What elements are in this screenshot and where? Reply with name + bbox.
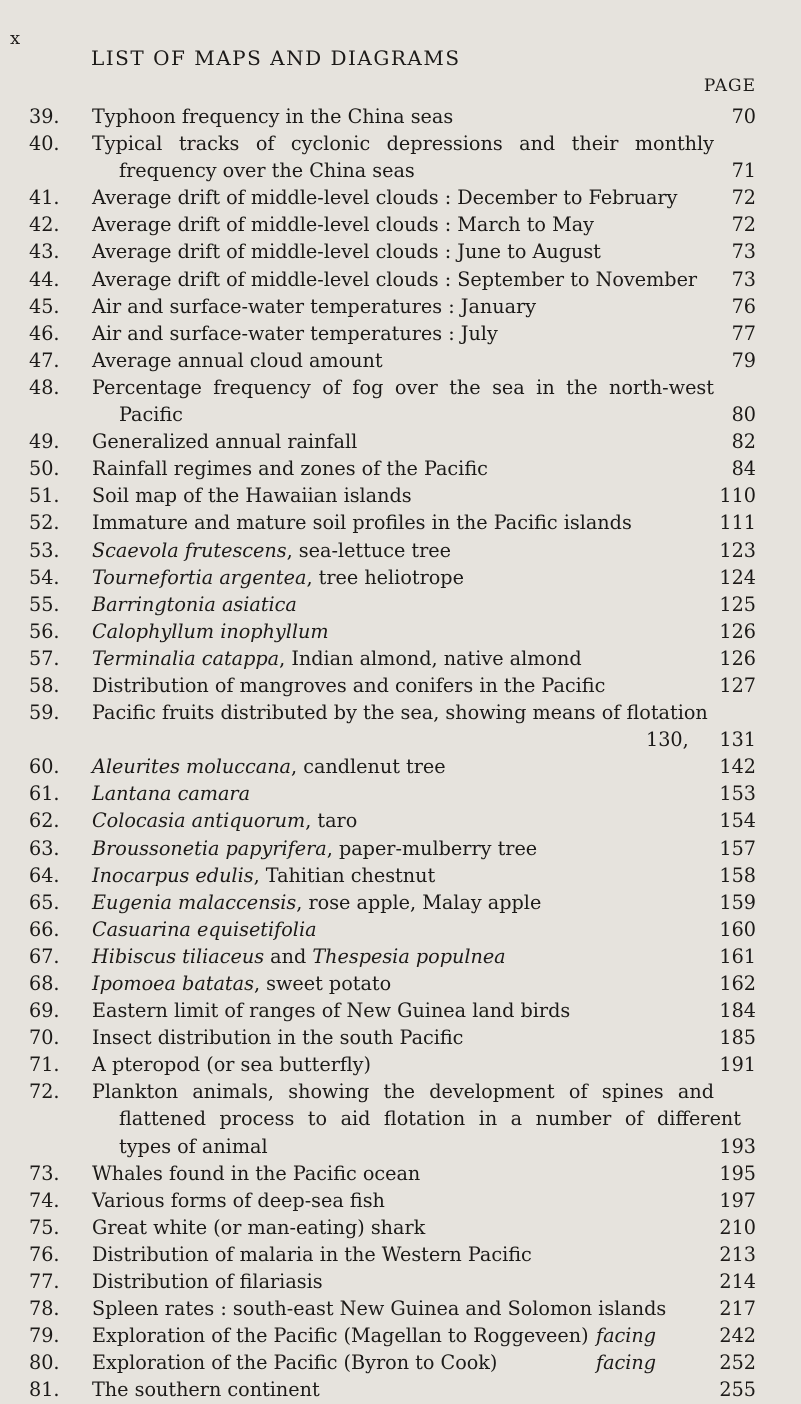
entry-number: 48. — [29, 375, 60, 399]
title-segment: , paper-mulberry tree — [326, 836, 538, 860]
entry-page-number: 126 — [719, 646, 756, 670]
title-segment: Plankton animals, showing the development of spines and — [92, 1080, 714, 1104]
list-entry — [0, 238, 801, 265]
list-entry — [0, 835, 801, 862]
entry-title — [92, 591, 297, 618]
entry-page-number: 154 — [719, 809, 756, 833]
entry-line — [0, 1105, 801, 1132]
entry-page-number: 72 — [731, 186, 756, 210]
entry-line — [0, 672, 801, 699]
title-segment: Exploration of the Pacific (Magellan to Roggeveen) — [92, 1324, 589, 1348]
entry-line — [0, 699, 801, 726]
entry-page-number: 252 — [719, 1351, 756, 1375]
entry-title — [92, 211, 594, 238]
entry-line — [0, 1268, 801, 1295]
entry-number: 71. — [29, 1053, 60, 1077]
entry-page-number: 80 — [731, 403, 756, 427]
entry-line — [0, 320, 801, 347]
entry-number: 56. — [29, 619, 60, 643]
entry-page-number: 213 — [719, 1242, 756, 1266]
entry-title — [92, 103, 453, 130]
title-segment: Broussonetia papyrifera — [92, 836, 327, 860]
list-entry — [0, 1376, 801, 1403]
entry-title — [92, 1078, 714, 1105]
entry-number: 72. — [29, 1080, 60, 1104]
title-segment: Calophyllum inophyllum — [92, 619, 329, 643]
title-segment: Aleurites moluccana — [92, 755, 291, 779]
entry-line — [0, 103, 801, 130]
entry-number: 43. — [29, 240, 60, 264]
list-entry — [0, 103, 801, 130]
title-segment: Average drift of middle-level clouds : June to August — [92, 240, 601, 264]
entry-title — [92, 374, 714, 401]
entry-line — [0, 184, 801, 211]
title-segment: Terminalia catappa — [92, 646, 280, 670]
title-segment: Spleen rates : south-east New Guinea and Solomon islands — [92, 1297, 667, 1321]
entry-page-number: 72 — [731, 213, 756, 237]
entry-number: 53. — [29, 538, 60, 562]
entry-number: 45. — [29, 294, 60, 318]
entry-line — [0, 1241, 801, 1268]
entry-line — [0, 455, 801, 482]
list-entry — [0, 564, 801, 591]
list-entry — [0, 428, 801, 455]
entry-line — [0, 1024, 801, 1051]
title-segment: Distribution of filariasis — [92, 1270, 323, 1294]
entry-title — [92, 1051, 371, 1078]
entry-line — [0, 916, 801, 943]
entry-number: 77. — [29, 1270, 60, 1294]
title-segment: Colocasia antiquorum — [92, 809, 306, 833]
entry-secondary-page: 130, — [646, 728, 689, 752]
title-segment: The southern continent — [92, 1378, 320, 1402]
entry-title — [92, 618, 329, 645]
list-entry — [0, 1051, 801, 1078]
entry-page-number: 70 — [731, 105, 756, 128]
entry-line — [0, 238, 801, 265]
list-entry — [0, 130, 801, 184]
entry-title — [119, 1105, 741, 1132]
list-entry — [0, 1349, 801, 1376]
entry-title — [92, 1024, 463, 1051]
entry-page-number: 191 — [719, 1053, 756, 1077]
entry-page-number: 73 — [731, 267, 756, 291]
list-entry — [0, 889, 801, 916]
entry-number: 63. — [29, 836, 60, 860]
list-entry — [0, 537, 801, 564]
entry-page-number: 195 — [719, 1161, 756, 1185]
entry-line — [0, 211, 801, 238]
entry-line — [0, 1322, 801, 1349]
title-segment: Immature and mature soil profiles in the Pacific islands — [92, 511, 632, 535]
title-segment: Eugenia malaccensis — [92, 890, 297, 914]
entry-line — [0, 726, 801, 753]
list-entry — [0, 780, 801, 807]
title-segment: Average drift of middle-level clouds : December to February — [92, 186, 678, 210]
title-segment: Typical tracks of cyclonic depressions and their monthly — [92, 132, 714, 156]
entry-title — [92, 997, 570, 1024]
entry-title — [92, 509, 632, 536]
entry-title — [92, 455, 488, 482]
list-entry — [0, 184, 801, 211]
entry-number: 54. — [29, 565, 60, 589]
list-entry — [0, 591, 801, 618]
entry-line — [0, 537, 801, 564]
title-segment: , Indian almond, native almond — [279, 646, 582, 670]
entry-page-number: 110 — [719, 484, 756, 508]
entry-number: 49. — [29, 430, 60, 454]
entry-number: 57. — [29, 646, 60, 670]
entry-number: 81. — [29, 1378, 60, 1402]
entry-title — [92, 943, 506, 970]
entry-number: 61. — [29, 782, 60, 806]
facing-label: facing — [596, 1324, 657, 1348]
entry-title — [92, 537, 451, 564]
title-segment: Typhoon frequency in the China seas — [92, 105, 454, 128]
entry-title — [92, 293, 536, 320]
entry-number: 78. — [29, 1297, 60, 1321]
entry-page-number: 76 — [731, 294, 756, 318]
title-segment: types of animal — [119, 1134, 268, 1158]
entry-line — [0, 1376, 801, 1403]
title-segment: Inocarpus edulis — [92, 863, 254, 887]
entry-number: 58. — [29, 673, 60, 697]
list-entry — [0, 753, 801, 780]
list-entry — [0, 618, 801, 645]
entry-page-number: 193 — [719, 1134, 756, 1158]
title-segment: and — [264, 944, 313, 968]
entry-title — [119, 1133, 268, 1160]
entry-number: 73. — [29, 1161, 60, 1185]
entry-number: 55. — [29, 592, 60, 616]
title-segment: Pacific — [119, 403, 183, 427]
entry-page-number: 160 — [719, 917, 756, 941]
list-entry — [0, 1295, 801, 1322]
list-entry — [0, 1187, 801, 1214]
entry-line — [0, 889, 801, 916]
title-segment: Insect distribution in the south Pacific — [92, 1026, 464, 1050]
entry-page-number: 185 — [719, 1026, 756, 1050]
entry-title — [92, 1322, 589, 1349]
entry-number: 59. — [29, 701, 60, 725]
title-segment: Great white (or man-eating) shark — [92, 1215, 426, 1239]
list-entry — [0, 347, 801, 374]
title-segment: Percentage frequency of fog over the sea in the north-west — [92, 375, 714, 399]
list-entry — [0, 1322, 801, 1349]
title-segment: , taro — [305, 809, 358, 833]
entry-number: 40. — [29, 132, 60, 156]
entry-number: 62. — [29, 809, 60, 833]
entry-title — [92, 1241, 532, 1268]
entry-line — [0, 862, 801, 889]
entry-title — [92, 347, 383, 374]
title-segment: Tournefortia argentea — [92, 565, 307, 589]
entry-number: 51. — [29, 484, 60, 508]
entry-line — [0, 780, 801, 807]
entry-line — [0, 1051, 801, 1078]
entry-number: 39. — [29, 105, 60, 128]
entry-title — [92, 266, 697, 293]
entry-number: 42. — [29, 213, 60, 237]
entry-page-number: 71 — [731, 159, 756, 183]
entry-line — [0, 618, 801, 645]
entry-page-number: 123 — [719, 538, 756, 562]
entry-line — [0, 347, 801, 374]
entry-line — [0, 157, 801, 184]
entry-page-number: 124 — [719, 565, 756, 589]
entry-page-number: 255 — [719, 1378, 756, 1402]
entry-title — [119, 157, 415, 184]
entry-title — [92, 1349, 497, 1376]
entry-page-number: 153 — [719, 782, 756, 806]
entry-number: 70. — [29, 1026, 60, 1050]
title-segment: Various forms of deep-sea fish — [92, 1188, 385, 1212]
contents-list — [0, 103, 801, 1404]
entry-line — [0, 564, 801, 591]
entry-line — [0, 1078, 801, 1105]
title-segment: Air and surface-water temperatures : January — [92, 294, 537, 318]
title-segment: Whales found in the Pacific ocean — [92, 1161, 421, 1185]
entry-title — [92, 482, 412, 509]
title-segment: , sweet potato — [253, 972, 392, 995]
entry-number: 65. — [29, 890, 60, 914]
list-entry — [0, 211, 801, 238]
entry-title — [92, 1187, 385, 1214]
entry-page-number: 157 — [719, 836, 756, 860]
title-segment: , tree heliotrope — [306, 565, 464, 589]
entry-title — [92, 970, 391, 997]
entry-page-number: 82 — [731, 430, 756, 454]
list-entry — [0, 1241, 801, 1268]
entry-title — [92, 645, 582, 672]
title-segment: Distribution of malaria in the Western Pacific — [92, 1242, 532, 1266]
entry-title — [92, 1268, 323, 1295]
title-segment: A pteropod (or sea butterfly) — [92, 1053, 372, 1077]
title-segment: Eastern limit of ranges of New Guinea land birds — [92, 999, 571, 1023]
entry-title — [92, 916, 317, 943]
entry-page-number: 77 — [731, 321, 756, 345]
title-segment: , candlenut tree — [291, 755, 446, 779]
entry-title — [92, 699, 708, 726]
entry-page-number: 159 — [719, 890, 756, 914]
entry-page-number: 125 — [719, 592, 756, 616]
title-segment: Casuarina equisetifolia — [92, 917, 317, 941]
entry-title — [92, 1214, 425, 1241]
entry-line — [0, 401, 801, 428]
title-segment: Average drift of middle-level clouds : September to November — [92, 267, 698, 291]
list-entry — [0, 455, 801, 482]
list-entry — [0, 320, 801, 347]
entry-line — [0, 835, 801, 862]
entry-page-number: 242 — [719, 1324, 756, 1348]
list-entry — [0, 1024, 801, 1051]
entry-title — [92, 1376, 320, 1403]
page-column-label: PAGE — [703, 76, 756, 96]
list-entry — [0, 699, 801, 753]
entry-number: 44. — [29, 267, 60, 291]
entry-title — [92, 1160, 420, 1187]
entry-title — [92, 1295, 666, 1322]
title-segment: Average annual cloud amount — [92, 348, 383, 372]
list-entry — [0, 293, 801, 320]
list-entry — [0, 645, 801, 672]
entry-number: 79. — [29, 1324, 60, 1348]
entry-line — [0, 1187, 801, 1214]
entry-line — [0, 293, 801, 320]
list-entry — [0, 1268, 801, 1295]
entry-line — [0, 509, 801, 536]
entry-number: 46. — [29, 321, 60, 345]
entry-title — [92, 130, 714, 157]
title-segment: Hibiscus tiliaceus — [92, 944, 265, 968]
entry-number: 64. — [29, 863, 60, 887]
entry-line — [0, 1349, 801, 1376]
list-entry — [0, 1078, 801, 1159]
title-segment: Thespesia populnea — [312, 944, 506, 968]
entry-line — [0, 266, 801, 293]
entry-line — [0, 482, 801, 509]
title-segment: Ipomoea batatas — [92, 972, 254, 995]
entry-page-number: 197 — [719, 1188, 756, 1212]
entry-number: 52. — [29, 511, 60, 535]
entry-line — [0, 1214, 801, 1241]
list-entry — [0, 916, 801, 943]
title-segment: , sea-lettuce tree — [286, 538, 451, 562]
title-segment: Scaevola frutescens — [92, 538, 287, 562]
entry-number: 50. — [29, 457, 60, 481]
entry-line — [0, 591, 801, 618]
page-number: x — [10, 28, 21, 49]
entry-page-number: 210 — [719, 1215, 756, 1239]
entry-title — [92, 184, 677, 211]
entry-page-number: 111 — [719, 511, 756, 535]
title-segment: Average drift of middle-level clouds : March to May — [92, 213, 595, 237]
entry-page-number: 214 — [719, 1270, 756, 1294]
entry-page-number: 79 — [731, 348, 756, 372]
entry-number: 67. — [29, 944, 60, 968]
entry-title — [92, 238, 601, 265]
entry-line — [0, 970, 801, 997]
entry-title — [92, 564, 464, 591]
entry-page-number: 217 — [719, 1297, 756, 1321]
entry-title — [92, 428, 357, 455]
title-segment: Soil map of the Hawaiian islands — [92, 484, 412, 508]
entry-title — [92, 753, 446, 780]
entry-page-number: 162 — [719, 972, 756, 995]
title-segment: frequency over the China seas — [119, 159, 415, 183]
entry-page-number: 158 — [719, 863, 756, 887]
entry-line — [0, 997, 801, 1024]
list-entry — [0, 266, 801, 293]
entry-line — [0, 1133, 801, 1160]
title-segment: Lantana camara — [92, 782, 251, 806]
entry-line — [0, 1295, 801, 1322]
entry-number: 76. — [29, 1242, 60, 1266]
running-head: LIST OF MAPS AND DIAGRAMS — [91, 46, 461, 70]
entry-page-number: 127 — [719, 673, 756, 697]
entry-title — [92, 835, 537, 862]
entry-number: 66. — [29, 917, 60, 941]
entry-number: 80. — [29, 1351, 60, 1375]
list-entry — [0, 374, 801, 428]
entry-title — [92, 862, 435, 889]
title-segment: Distribution of mangroves and conifers in the Pacific — [92, 673, 606, 697]
entry-line — [0, 428, 801, 455]
entry-title — [92, 780, 250, 807]
entry-number: 68. — [29, 972, 60, 995]
entry-number: 41. — [29, 186, 60, 210]
list-entry — [0, 1160, 801, 1187]
entry-page-number: 142 — [719, 755, 756, 779]
title-segment: Air and surface-water temperatures : July — [92, 321, 498, 345]
title-segment: Exploration of the Pacific (Byron to Cook) — [92, 1351, 498, 1375]
title-segment: Generalized annual rainfall — [92, 430, 358, 454]
entry-title — [92, 807, 357, 834]
entry-line — [0, 645, 801, 672]
entry-line — [0, 374, 801, 401]
entry-line — [0, 807, 801, 834]
entry-page-number: 126 — [719, 619, 756, 643]
entry-title — [119, 401, 183, 428]
entry-title — [92, 889, 541, 916]
entry-number: 74. — [29, 1188, 60, 1212]
list-entry — [0, 862, 801, 889]
entry-page-number: 184 — [719, 999, 756, 1023]
list-entry — [0, 509, 801, 536]
entry-line — [0, 753, 801, 780]
title-segment: , Tahitian chestnut — [253, 863, 436, 887]
list-entry — [0, 672, 801, 699]
list-entry — [0, 1214, 801, 1241]
entry-page-number: 84 — [731, 457, 756, 481]
entry-line — [0, 943, 801, 970]
entry-line — [0, 1160, 801, 1187]
entry-page-number: 131 — [719, 728, 756, 752]
title-segment: , rose apple, Malay apple — [296, 890, 542, 914]
entry-title — [92, 320, 498, 347]
entry-number: 60. — [29, 755, 60, 779]
title-segment: Rainfall regimes and zones of the Pacific — [92, 457, 488, 481]
entry-number: 69. — [29, 999, 60, 1023]
entry-title — [92, 672, 605, 699]
entry-line — [0, 130, 801, 157]
entry-number: 75. — [29, 1215, 60, 1239]
title-segment: Pacific fruits distributed by the sea, showing means of flotation — [92, 701, 708, 725]
list-entry — [0, 943, 801, 970]
entry-page-number: 161 — [719, 944, 756, 968]
entry-page-number: 73 — [731, 240, 756, 264]
list-entry — [0, 482, 801, 509]
title-segment: Barringtonia asiatica — [92, 592, 297, 616]
entry-number: 47. — [29, 348, 60, 372]
list-entry — [0, 997, 801, 1024]
list-entry — [0, 970, 801, 997]
list-entry — [0, 807, 801, 834]
facing-label: facing — [596, 1351, 657, 1375]
title-segment: flattened process to aid flotation in a number of different — [119, 1107, 741, 1131]
